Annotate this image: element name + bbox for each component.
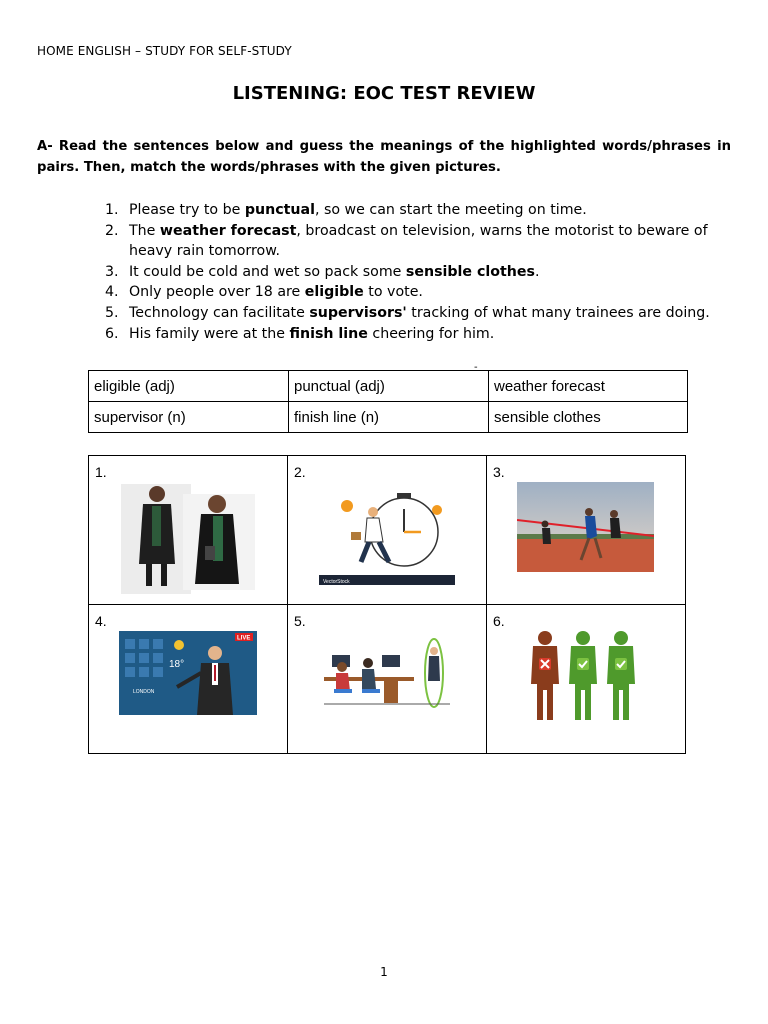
sentence-number: 5. — [105, 304, 119, 321]
page-header: HOME ENGLISH – STUDY FOR SELF-STUDY — [37, 44, 292, 58]
live-badge: LIVE — [237, 635, 251, 642]
sentence-number: 1. — [105, 202, 119, 218]
highlighted-word: finish line — [289, 325, 368, 342]
city-text: LONDON — [133, 689, 155, 695]
eligible-figures-picture — [525, 630, 645, 722]
sentence-number: 3. — [105, 263, 119, 280]
picture-label: 2. — [294, 464, 306, 480]
sentence-number: 6. — [105, 325, 119, 342]
highlighted-word: punctual — [244, 202, 315, 218]
runners-finish-line-picture — [517, 482, 654, 572]
word-cell: punctual (adj) — [289, 371, 489, 402]
picture-cell — [288, 456, 487, 605]
instruction-text: A- Read the sentences below and guess the meanings of the highlighted words/phrases in pairs. Then, match the words/phrases with the given pictures. — [37, 139, 731, 175]
word-cell: supervisor (n) — [89, 402, 289, 433]
word-cell: finish line (n) — [289, 402, 489, 433]
highlighted-word: weather forecast — [159, 222, 297, 239]
word-cell: sensible clothes — [489, 402, 688, 433]
word-cell: eligible (adj) — [89, 371, 289, 402]
separator-mark: - — [474, 362, 478, 373]
sentence-number: 2. — [105, 222, 119, 239]
picture-cell — [288, 605, 487, 754]
picture-cell — [89, 456, 288, 605]
page-title: LISTENING: EOC TEST REVIEW — [232, 83, 536, 104]
sentence-list — [98, 200, 728, 344]
temperature-text: 18° — [169, 659, 185, 670]
sentence-number: 4. — [105, 284, 119, 301]
highlighted-word: supervisors' — [309, 304, 407, 321]
word-table — [88, 370, 688, 433]
clock-man-running-picture — [317, 492, 457, 588]
weather-presenter-picture — [119, 631, 257, 715]
picture-table — [88, 455, 686, 754]
picture-label: 3. — [493, 464, 505, 480]
sentence-item: 3. It could be cold and wet so pack some sensible clothes. — [98, 262, 728, 283]
page-number: 1 — [380, 965, 388, 979]
picture-cell — [487, 456, 686, 605]
picture-label: 4. — [95, 613, 107, 629]
picture-cell — [487, 605, 686, 754]
highlighted-word: eligible — [304, 284, 364, 301]
sentence-item: 1. Please try to be punctual, so we can start the meeting on time. — [98, 200, 728, 221]
people-in-coats-picture — [121, 484, 256, 594]
picture-label: 1. — [95, 464, 107, 480]
sentence-item: 6. His family were at the finish line cheering for him. — [98, 324, 728, 345]
sentence-item: 5. Technology can facilitate supervisors' tracking of what many trainees are doing. — [98, 303, 728, 324]
sentence-item: 2. The weather forecast, broadcast on television, warns the motorist to beware of heavy rain tomorrow. — [105, 222, 708, 260]
supervisor-office-picture — [324, 633, 450, 709]
picture-label: 6. — [493, 613, 505, 629]
watermark-text: VectorStock — [323, 579, 350, 585]
sentence-item: 4. Only people over 18 are eligible to vote. — [98, 282, 728, 303]
word-cell: weather forecast — [489, 371, 688, 402]
highlighted-word: sensible clothes — [405, 263, 535, 280]
picture-label: 5. — [294, 613, 306, 629]
picture-cell — [89, 605, 288, 754]
